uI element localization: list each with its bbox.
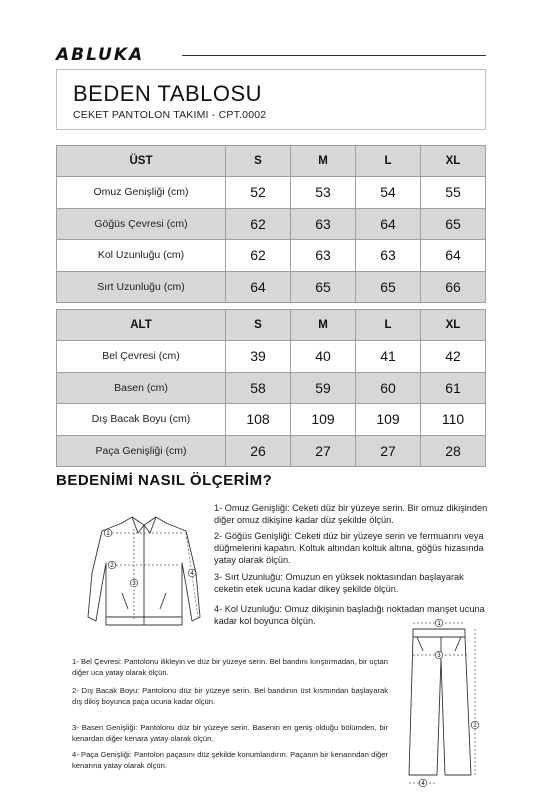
table-cell: 59 [291, 372, 356, 404]
table-cell: 53 [291, 177, 356, 209]
table-cell: 62 [226, 208, 291, 240]
table-row [57, 208, 486, 240]
table-cell: 64 [226, 271, 291, 303]
table-cell: 41 [356, 341, 421, 373]
table-row [57, 177, 486, 209]
jacket-instruction-3: 3- Sırt Uzunluğu: Omuzun en yüksek noktasından başlayarak ceketin etek ucuna kadar dikey şekilde ölçün. [214, 572, 464, 594]
brand-header [56, 46, 486, 64]
table-row [57, 435, 486, 467]
table-cell: 64 [356, 208, 421, 240]
table-cell: 63 [291, 208, 356, 240]
table-row [57, 341, 486, 373]
column-header: M [291, 146, 356, 177]
column-header: M [291, 310, 356, 341]
table-cell: 65 [421, 208, 486, 240]
marker-label: 4 [190, 571, 194, 577]
table-cell: 27 [291, 435, 356, 467]
jacket-instruction-4: 4- Kol Uzunluğu: Omuz dikişinin başladığı noktadan manşet ucuna kadar kol boyunca ölçün. [214, 604, 485, 626]
pants-instruction-3: 3- Basen Genişliği: Pantolonu düz bir yüzeye serin. Basenin en geniş olduğu bölümden, bir kenardan diğer kenara yatay olarak ölçün. [72, 723, 388, 743]
table-cell: 60 [356, 372, 421, 404]
table-row [57, 240, 486, 272]
jacket-instruction-1: 1- Omuz Genişliği: Ceketi düz bir yüzeye serin. Bir omuz dikişinden diğer omuz dikişine kadar düz şekilde ölçün. [214, 503, 488, 525]
bottom-size-table [56, 309, 486, 467]
row-label: Omuz Genişliği (cm) [57, 177, 226, 209]
title-box [56, 69, 486, 130]
column-header: L [356, 146, 421, 177]
table-cell: 39 [226, 341, 291, 373]
table-cell: 66 [421, 271, 486, 303]
row-label: Göğüs Çevresi (cm) [57, 208, 226, 240]
table-cell: 64 [421, 240, 486, 272]
table-cell: 61 [421, 372, 486, 404]
column-header: S [226, 310, 291, 341]
table-cell: 109 [356, 404, 421, 436]
table-cell: 109 [291, 404, 356, 436]
table-cell: 62 [226, 240, 291, 272]
page-title: BEDEN TABLOSU [73, 81, 263, 106]
table-cell: 55 [421, 177, 486, 209]
table-cell: 63 [356, 240, 421, 272]
jacket-instruction-2: 2- Göğüs Genişliği: Ceketi düz bir yüzeye serin ve fermuarını veya düğmelerini kapatın. Koltuk altından koltuk altına, göğüs hizasında yatay olarak ölçün. [214, 531, 484, 565]
table-cell: 40 [291, 341, 356, 373]
table-header-row [57, 146, 486, 177]
table-row [57, 372, 486, 404]
how-to-measure-heading: BEDENİMİ NASIL ÖLÇERİM? [56, 472, 273, 489]
table-cell: 27 [356, 435, 421, 467]
marker-label: 2 [473, 723, 477, 729]
table-cell: 28 [421, 435, 486, 467]
table-cell: 108 [226, 404, 291, 436]
table-row [57, 271, 486, 303]
pants-illustration [401, 615, 481, 795]
column-header: ÜST [57, 146, 226, 177]
jacket-illustration [82, 513, 207, 638]
marker-label: 3 [437, 653, 441, 659]
row-label: Basen (cm) [57, 372, 226, 404]
column-header: ALT [57, 310, 226, 341]
row-label: Kol Uzunluğu (cm) [57, 240, 226, 272]
table-row [57, 404, 486, 436]
marker-label: 4 [421, 781, 425, 787]
page-subtitle: CEKET PANTOLON TAKIMI - CPT.0002 [73, 109, 267, 121]
marker-label: 1 [437, 621, 441, 627]
marker-label: 1 [106, 531, 110, 537]
marker-label: 2 [110, 563, 114, 569]
column-header: XL [421, 310, 486, 341]
column-header: XL [421, 146, 486, 177]
pants-instruction-1: 1- Bel Çevresi: Pantolonu ilikleyin ve düz bir yüzeye serin. Bel bandını kırıştırmadan, bir uçtan diğer uca yatay olarak ölçün. [72, 657, 388, 677]
row-label: Paça Genişliği (cm) [57, 435, 226, 467]
column-header: S [226, 146, 291, 177]
pants-instruction-4: 4- Paça Genişliği: Pantolon paçasını düz şekilde konumlandırın. Paçanın bir kenarından diğer kenarına yatay olarak ölçün. [72, 750, 388, 770]
table-cell: 58 [226, 372, 291, 404]
top-size-table [56, 145, 486, 303]
marker-label: 3 [132, 581, 136, 587]
table-cell: 26 [226, 435, 291, 467]
column-header: L [356, 310, 421, 341]
brand-logo: ABLUKA [56, 45, 145, 65]
table-cell: 110 [421, 404, 486, 436]
row-label: Bel Çevresi (cm) [57, 341, 226, 373]
table-cell: 42 [421, 341, 486, 373]
table-cell: 65 [291, 271, 356, 303]
row-label: Sırt Uzunluğu (cm) [57, 271, 226, 303]
table-cell: 65 [356, 271, 421, 303]
row-label: Dış Bacak Boyu (cm) [57, 404, 226, 436]
table-cell: 63 [291, 240, 356, 272]
table-header-row [57, 310, 486, 341]
header-divider [182, 55, 486, 56]
table-cell: 54 [356, 177, 421, 209]
table-cell: 52 [226, 177, 291, 209]
pants-instruction-2: 2- Dış Bacak Boyu: Pantolonu düz bir yüzeye serin. Bel bandının üst kısmından başlayarak dış dikiş boyunca paça ucuna kadar ölçün. [72, 686, 388, 706]
